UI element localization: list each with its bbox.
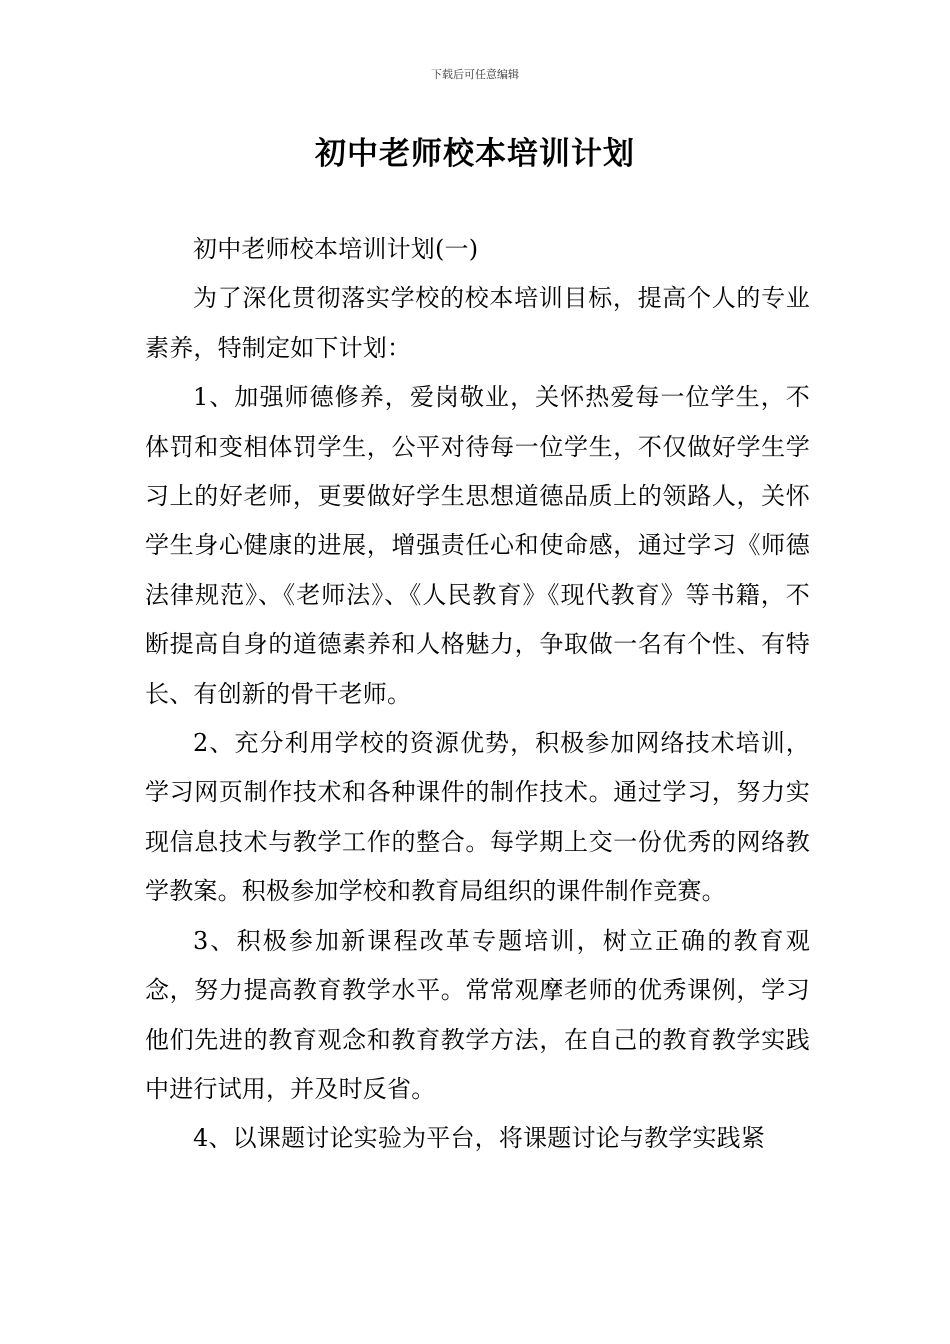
paragraph-item-2: 2、充分利用学校的资源优势，积极参加网络技术培训，学习网页制作技术和各种课件的制作技术。通过学习，努力实现信息技术与教学工作的整合。每学期上交一份优秀的网络教学教案。积极参加学校和教育局组织的课件制作竞赛。	[145, 729, 810, 906]
section-heading: 初中老师校本培训计划(一)	[193, 235, 479, 263]
document-body	[145, 225, 810, 1164]
paragraph-intro: 为了深化贯彻落实学校的校本培训目标，提高个人的专业素养，特制定如下计划：	[145, 284, 810, 362]
header-note: 下载后可任意编辑	[431, 68, 519, 81]
paragraph-item-4: 4、以课题讨论实验为平台，将课题讨论与教学实践紧	[193, 1124, 766, 1153]
paragraph-item-1: 1、加强师德修养，爱岗敬业，关怀热爱每一位学生，不体罚和变相体罚学生，公平对待每一位学生，不仅做好学生学习上的好老师，更要做好学生思想道德品质上的领路人，关怀学生身心健康的进展，增强责任心和使命感，通过学习《师德法律规范》、《老师法》、《人民教育》《现代教育》等书籍，不断提高自身的道德素养和人格魅力，争取做一名有个性、有特长、有创新的骨干老师。	[145, 383, 810, 708]
paragraph-item-3: 3、积极参加新课程改革专题培训，树立正确的教育观念，努力提高教育教学水平。常常观摩老师的优秀课例，学习他们先进的教育观念和教育教学方法，在自己的教育教学实践中进行试用，并及时反省。	[145, 926, 810, 1103]
document-title: 初中老师校本培训计划	[315, 136, 635, 172]
